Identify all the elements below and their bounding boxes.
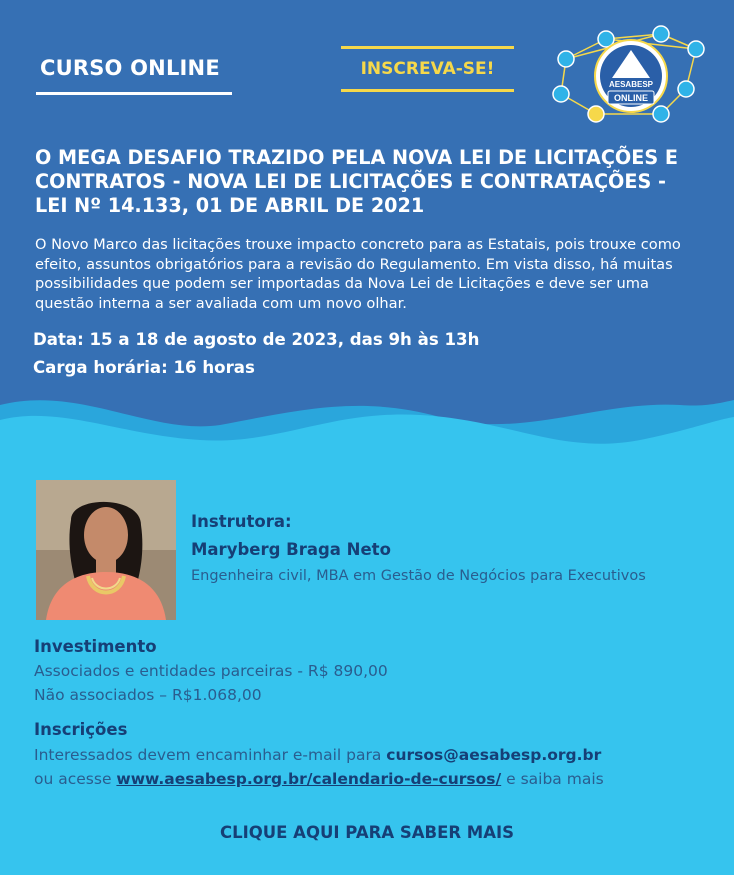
instructor-bio: Engenheira civil, MBA em Gestão de Negócios para Executivos bbox=[191, 568, 646, 584]
course-workload: Carga horária: 16 horas bbox=[33, 358, 255, 377]
course-title: O MEGA DESAFIO TRAZIDO PELA NOVA LEI DE LICITAÇÕES E CONTRATOS - NOVA LEI DE LICITAÇÕES E CONTRATAÇÕES - LEI Nº 14.133, 01 DE ABRIL DE 2021 bbox=[35, 146, 678, 217]
investment-title: Investimento bbox=[34, 637, 157, 656]
registration-email-prefix: Interessados devem encaminhar e-mail para bbox=[34, 746, 387, 764]
aesabesp-logo bbox=[546, 14, 716, 134]
instructor-name: Maryberg Braga Neto bbox=[191, 540, 391, 559]
investment-nonmembers-price: Não associados – R$1.068,00 bbox=[34, 686, 262, 704]
people-icon bbox=[653, 106, 669, 122]
signup-button[interactable] bbox=[341, 46, 514, 92]
logo-sub: ONLINE bbox=[613, 93, 649, 103]
registration-url-link[interactable]: www.aesabesp.org.br/calendario-de-cursos/ bbox=[116, 770, 502, 788]
wifi-icon bbox=[588, 106, 604, 122]
cta-wrapper bbox=[0, 823, 734, 842]
signup-label: INSCREVA-SE! bbox=[360, 59, 495, 79]
logo-name: AESABESP bbox=[608, 80, 654, 89]
gear-icon bbox=[558, 51, 574, 67]
learn-more-link[interactable]: CLIQUE AQUI PARA SABER MAIS bbox=[219, 823, 514, 842]
chart-icon bbox=[678, 81, 694, 97]
registration-title: Inscrições bbox=[34, 720, 128, 739]
course-tag-underline bbox=[36, 92, 232, 95]
mobile-icon bbox=[553, 86, 569, 102]
course-date: Data: 15 a 18 de agosto de 2023, das 9h às 13h bbox=[33, 330, 480, 349]
registration-email-line bbox=[34, 746, 601, 764]
investment-members-price: Associados e entidades parceiras - R$ 890,00 bbox=[34, 662, 388, 680]
registration-email-link[interactable]: cursos@aesabesp.org.br bbox=[386, 746, 602, 764]
registration-url-suffix: e saiba mais bbox=[501, 770, 604, 788]
registration-url-line bbox=[34, 770, 604, 788]
instructor-label: Instrutora: bbox=[191, 512, 292, 531]
course-tag: CURSO ONLINE bbox=[40, 56, 220, 80]
registration-url-prefix: ou acesse bbox=[34, 770, 117, 788]
phone-icon bbox=[688, 41, 704, 57]
course-description: O Novo Marco das licitações trouxe impacto concreto para as Estatais, pois trouxe como efeito, assuntos obrigatórios para a revisão do Regulamento. Em vista disso, há muitas possibilidades que podem ser importadas da Nova Lei de Licitações e deve ser uma questão interna a ser avaliada com um novo olhar. bbox=[35, 236, 681, 312]
globe-icon bbox=[653, 26, 669, 42]
instructor-photo bbox=[36, 480, 176, 620]
